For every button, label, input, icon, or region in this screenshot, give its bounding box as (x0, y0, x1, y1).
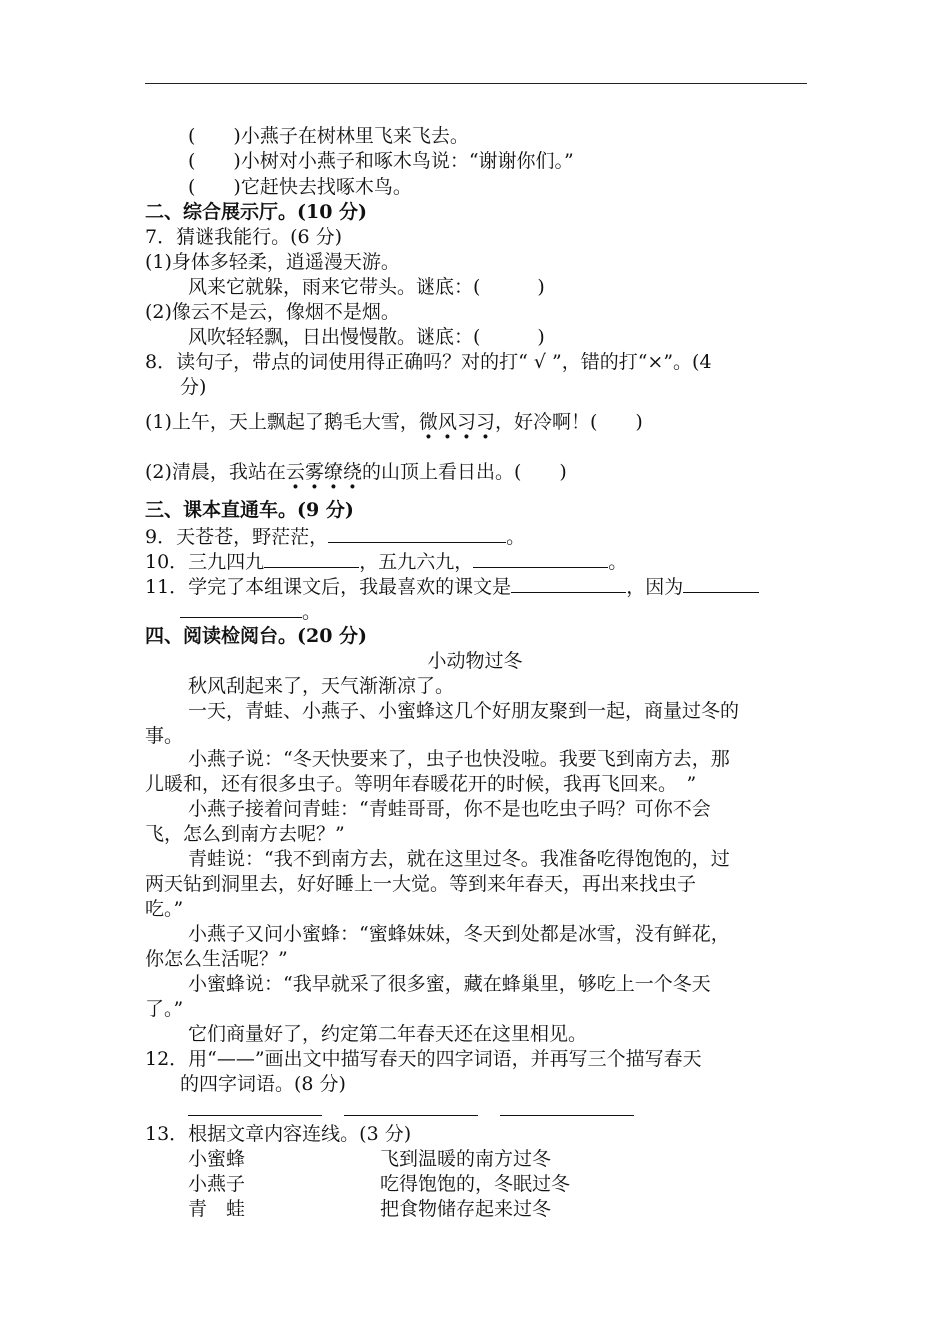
para-6-line-2: 你怎么生活呢？” (145, 948, 288, 970)
dotted-word-1 (419, 411, 495, 433)
q8-line-2: 分) (180, 376, 207, 398)
section-3-heading: 三、课本直通车。(9 分) (145, 499, 354, 521)
para-8: 它们商量好了，约定第二年春天还在这里相见。 (188, 1023, 588, 1045)
para-1: 秋风刮起来了，天气渐渐凉了。 (188, 675, 455, 697)
dotted-char: 风 (437, 411, 457, 433)
match-left-1[interactable]: 小蜜蜂 (188, 1148, 246, 1170)
q11-mid: ，因为 (626, 576, 684, 598)
q10-mid: ，五九六九， (359, 551, 474, 573)
para-3-line-1: 小燕子说：“冬天快要来了，虫子也快没啦。我要飞到南方去，那 (188, 748, 730, 770)
q7: 7．猜谜我能行。(6 分) (145, 226, 343, 248)
sentence-1-end: ，好冷啊！( ) (494, 411, 643, 433)
q12-blank-3[interactable] (500, 1097, 634, 1116)
riddle-1-line-2: 风来它就躲，雨来它带头。谜底：( ) (188, 276, 545, 298)
para-5-line-3: 吃。” (145, 898, 184, 920)
dotted-char: 绕 (342, 461, 362, 483)
sentence-1-start: (1)上午，天上飘起了鹅毛大雪， (145, 411, 419, 433)
q9 (145, 524, 525, 549)
q12-blank-1[interactable] (188, 1097, 322, 1116)
para-4-line-1: 小燕子接着问青蛙：“青蛙哥哥，你不是也吃虫子吗？可你不会 (188, 798, 711, 820)
riddle-2-line-1: (2)像云不是云，像烟不是烟。 (145, 301, 400, 323)
para-7-line-1: 小蜜蜂说：“我早就采了很多蜜，藏在蜂巢里，够吃上一个冬天 (188, 973, 711, 995)
match-right-3[interactable]: 把食物储存起来过冬 (380, 1198, 552, 1220)
dotted-char: 习 (475, 411, 495, 433)
q8-sentence-2 (145, 460, 567, 484)
passage-title: 小动物过冬 (427, 650, 523, 672)
q11-line-2 (180, 599, 321, 624)
sentence-2-end: 的山顶上看日出。( ) (361, 461, 567, 483)
q11-text: 11．学完了本组课文后，我最喜欢的课文是 (145, 576, 512, 598)
dotted-char: 缭 (323, 461, 343, 483)
para-2-line-1: 一天，青蛙、小燕子、小蜜蜂这几个好朋友聚到一起，商量过冬的 (188, 700, 740, 722)
q10-blank-1[interactable] (264, 549, 359, 568)
q12-line-2: 的四字词语。(8 分) (180, 1073, 346, 1095)
q11-blank-1[interactable] (511, 574, 626, 593)
para-6-line-1: 小燕子又问小蜜蜂：“蜜蜂妹妹，冬天到处都是冰雪，没有鲜花， (188, 923, 730, 945)
section-4-heading: 四、阅读检阅台。(20 分) (145, 625, 368, 647)
para-2-line-2: 事。 (145, 725, 184, 747)
q13: 13．根据文章内容连线。(3 分) (145, 1123, 412, 1145)
sentence-2-start: (2)清晨，我站在 (145, 461, 286, 483)
para-4-line-2: 飞，怎么到南方去呢？” (145, 823, 345, 845)
q8-line-1: 8．读句子，带点的词使用得正确吗？对的打“ √ ”，错的打“×”。(4 (145, 351, 712, 373)
q12-line-1: 12．用“——”画出文中描写春天的四字词语，并再写三个描写春天 (145, 1048, 702, 1070)
q10-end: 。 (608, 551, 628, 573)
q10-blank-2[interactable] (473, 549, 608, 568)
para-3-line-2: 儿暖和，还有很多虫子。等明年春暖花开的时候，我再飞回来。 ” (145, 773, 697, 795)
q9-end: 。 (506, 526, 526, 548)
q11-blank-2[interactable] (683, 574, 759, 593)
para-5-line-1: 青蛙说：“我不到南方去，就在这里过冬。我准备吃得饱饱的，过 (188, 848, 730, 870)
para-7-line-2: 了。” (145, 998, 184, 1020)
match-right-1[interactable]: 飞到温暖的南方过冬 (380, 1148, 552, 1170)
para-5-line-2: 两天钻到洞里去，好好睡上一大觉。等到来年春天，再出来找虫子 (145, 873, 697, 895)
q11 (145, 574, 759, 599)
dotted-char: 雾 (304, 461, 324, 483)
match-right-2[interactable]: 吃得饱饱的，冬眠过冬 (380, 1173, 571, 1195)
match-left-2[interactable]: 小燕子 (188, 1173, 246, 1195)
dotted-word-2 (286, 461, 362, 483)
riddle-1-line-1: (1)身体多轻柔，逍遥漫天游。 (145, 251, 400, 273)
prev-line-1: ( )小燕子在树林里飞来飞去。 (188, 125, 469, 147)
dotted-char: 习 (456, 411, 476, 433)
q11-end: 。 (302, 601, 322, 623)
q10-text: 10．三九四九 (145, 551, 265, 573)
riddle-2-line-2: 风吹轻轻飘，日出慢慢散。谜底：( ) (188, 326, 545, 348)
prev-line-2: ( )小树对小燕子和啄木鸟说：“谢谢你们。” (188, 150, 574, 172)
prev-line-3: ( )它赶快去找啄木鸟。 (188, 176, 412, 198)
match-left-3[interactable]: 青 蛙 (188, 1198, 246, 1220)
section-2-heading: 二、综合展示厅。(10 分) (145, 201, 368, 223)
dotted-char: 云 (285, 461, 305, 483)
q12-blanks (188, 1097, 634, 1122)
q10 (145, 549, 627, 574)
q12-blank-2[interactable] (344, 1097, 478, 1116)
header-rule (145, 83, 807, 84)
q11-blank-3[interactable] (180, 599, 302, 618)
q9-blank[interactable] (328, 524, 506, 543)
dotted-char: 微 (418, 411, 438, 433)
q8-sentence-1 (145, 410, 643, 434)
q9-text: 9．天苍苍，野茫茫， (145, 526, 329, 548)
